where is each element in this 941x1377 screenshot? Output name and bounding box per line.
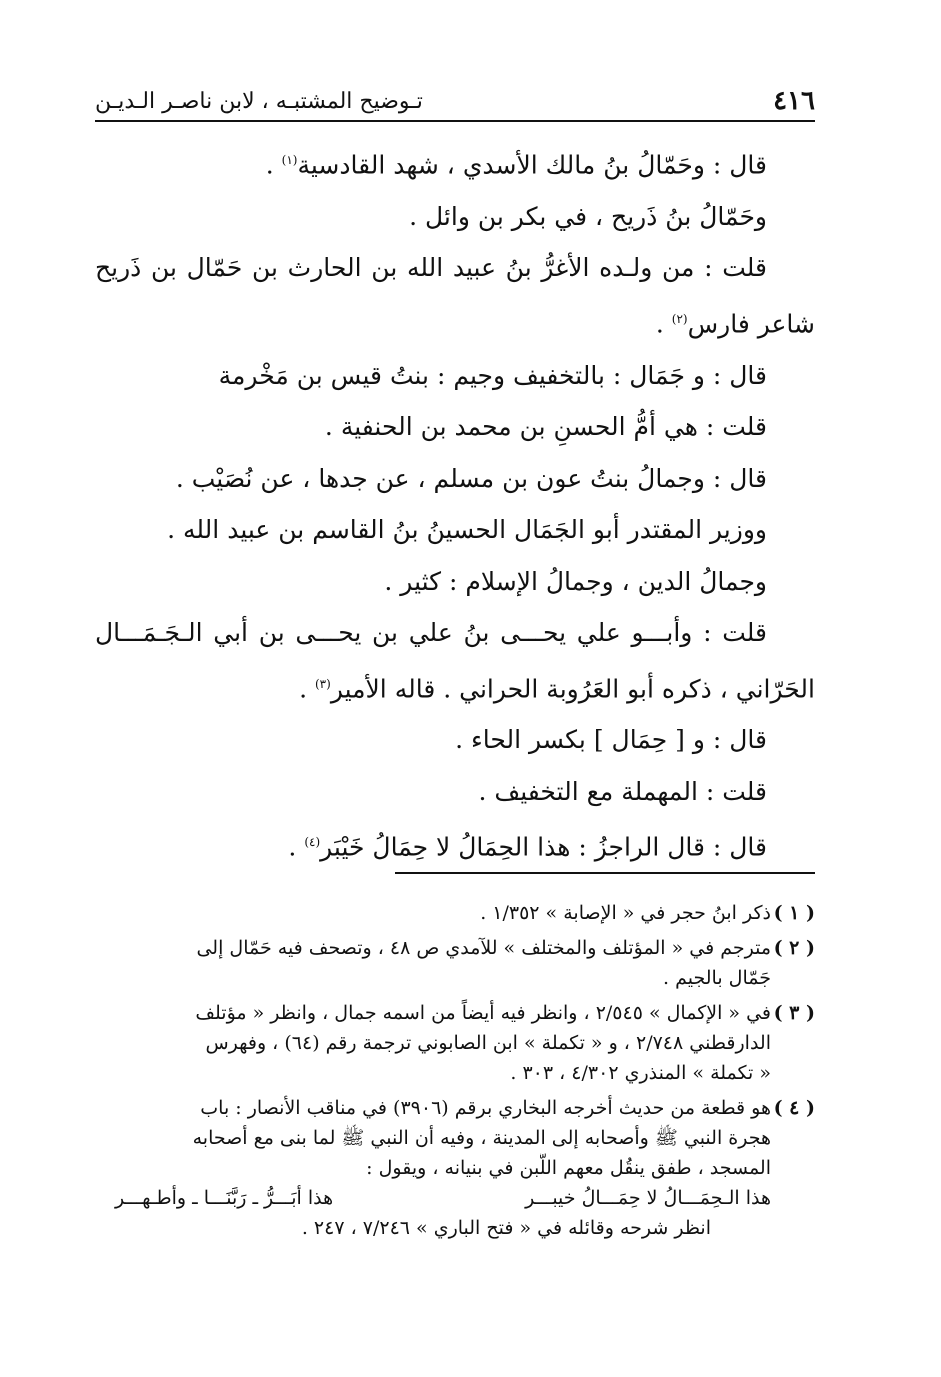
footnote-number: ( ٢ ) [773, 937, 815, 959]
footnote-number: ( ٣ ) [773, 1002, 815, 1024]
verse-hemistich: هذا أبَـــرُّ ـ رَبَّنَـــا ـ وأطـهـــر [115, 1187, 334, 1209]
verse-hemistich: هذا الـحِمَـــالُ لا حِمَـــالُ خيبـــر [525, 1187, 771, 1209]
footnote-line: مترجم في « المؤتلف والمختلف » للآمدي ص ٤٨ ، وتصحف فيه حَمّال إلى [196, 937, 771, 959]
text-line: قال : وجمالُ بنتُ عون بن مسلم ، عن جدها ، عن نُصَيْب . [175, 463, 767, 493]
footnote-marker: (٢) [671, 311, 688, 326]
footnote-number: ( ١ ) [773, 902, 815, 924]
footnote-marker: (١) [281, 153, 298, 167]
text-line: قلت : هي أمُّ الحسنِ بن محمد بن الحنفية . [324, 412, 767, 442]
text-line: قال : و جَمَال : بالتخفيف وجيم : بنتُ قيس بن مَخْرمة [218, 360, 767, 390]
text-line: قال : وحَمّالُ بنُ مالك الأسدي ، شهد القادسية$^{(١)}$ . [265, 150, 767, 180]
page-number: ٤١٦ [773, 86, 815, 116]
text-line: ووزير المقتدر أبو الجَمَال الحسينُ بنُ القاسم بن عبيد الله . [167, 515, 767, 545]
text-line: قلت : وأبـــو علي يحـــى بنُ علي بن يحـــى بن أبي الـجَـمَـــال [95, 618, 767, 648]
text-line: قال : قال الراجزُ : هذا الحِمَالُ لا حِمَالُ خَيْبَر$^{(٤)}$ . [288, 832, 767, 862]
footnote-line: المسجد ، طفق ينقُل معهم اللَّبن في بنيانه ، ويقول : [366, 1157, 771, 1179]
footnote-line: جَمّال بالجيم . [663, 967, 771, 989]
footnote-line: الدارقطني ٢/٧٤٨ ، و « تكملة » ابن الصابوني ترجمة رقم (٦٤) ، وفهرس [205, 1032, 771, 1054]
footnote-marker: (٣) [314, 676, 331, 691]
text-line: وجمالُ الدين ، وجمالُ الإسلام : كثير . [384, 566, 767, 596]
main-text [95, 135, 815, 873]
footnote [95, 933, 815, 993]
footnote [95, 998, 815, 1088]
page-header [95, 78, 815, 122]
running-title: تـوضيح المشتبـه ، لابن ناصـر الـديـن [95, 89, 423, 114]
footnotes [95, 898, 815, 1248]
text-line: شاعر فارس$^{(٢)}$ . [655, 309, 815, 339]
footnote-line: انظر شرحه وقائله في « فتح الباري » ٧/٢٤٦ ، ٢٤٧ . [301, 1217, 711, 1239]
text-line: قال : و [ حِمَال ] بكسر الحاء . [455, 725, 767, 755]
footnote-line: هجرة النبي ﷺ وأصحابه إلى المدينة ، وفيه أن النبي ﷺ لما بنى مع أصحابه [192, 1127, 771, 1149]
footnote [95, 1093, 815, 1243]
text-line: الحَرّاني ، ذكره أبو العَرُوبة الحراني . قاله الأمير$^{(٣)}$ . [299, 673, 815, 703]
text-line: قلت : المهملة مع التخفيف . [478, 776, 767, 806]
footnote [95, 898, 815, 928]
footnote-separator [395, 872, 815, 874]
footnote-line: « تكملة » المنذري ٤/٣٠٢ ، ٣٠٣ . [510, 1062, 771, 1084]
footnote-marker: (٤) [304, 835, 321, 850]
footnote-number: ( ٤ ) [773, 1097, 815, 1119]
verse-line [95, 1183, 771, 1213]
footnote-line: في « الإكمال » ٢/٥٤٥ ، وانظر فيه أيضاً من اسمه جمال ، وانظر « مؤتلف [195, 1002, 771, 1024]
text-line: قلت : من ولـده الأغرُّ بنُ عبيد الله بن الحارث بن حَمّال بن ذَريح [95, 253, 767, 283]
footnote-line: هو قطعة من حديث أخرجه البخاري برقم (٣٩٠٦) في مناقب الأنصار : باب [200, 1097, 771, 1119]
text-line: وحَمّالُ بنُ ذَريح ، في بكر بن وائل . [409, 201, 767, 231]
footnote-line: ذكر ابنُ حجر في « الإصابة » ١/٣٥٢ . [480, 902, 771, 924]
